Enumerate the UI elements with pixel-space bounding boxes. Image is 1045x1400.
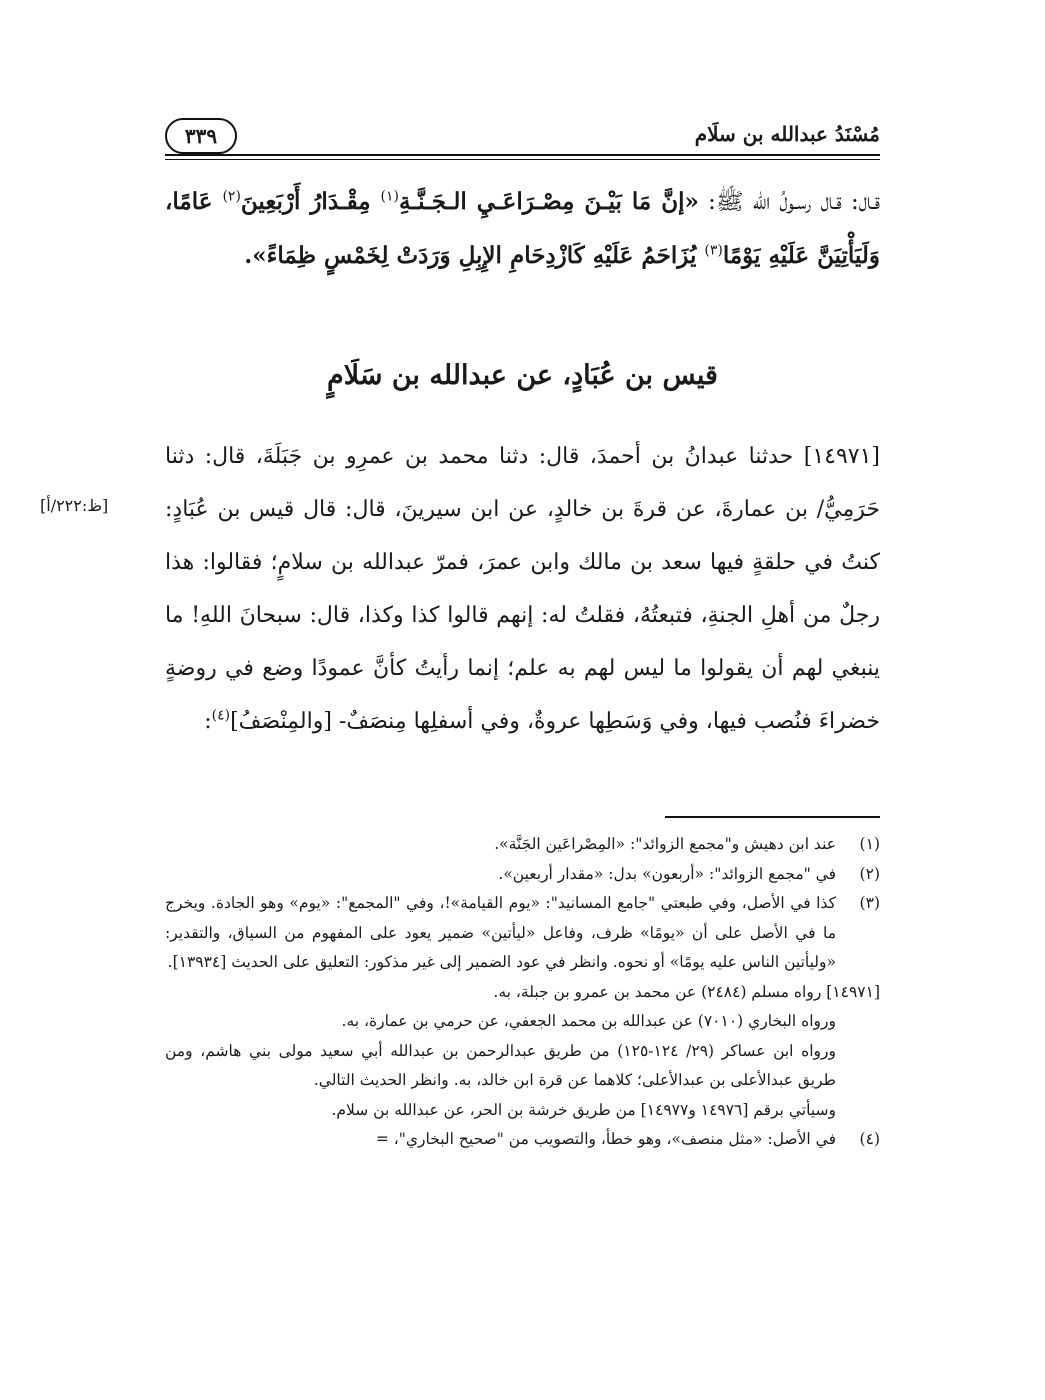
hadith-tail: : [204, 709, 212, 734]
hadith-intro: قـال: قـال رسـولُ الله ﷺ: [698, 189, 880, 215]
footnote-number: (٣) [859, 894, 880, 912]
hadith-continuation [165, 175, 880, 283]
footnote-item [165, 889, 880, 978]
hadith-quote-part1: «إنَّ مَا بَيْـنَ مِصْـرَاعَـيِ الـجَـنَّـةِ [399, 188, 699, 215]
footnote-number: (٢) [859, 864, 880, 883]
takhrij-line: ورواه ابن عساكر (٢٩/ ١٢٤-١٢٥) من طريق عبدالرحمن بن عبدالله أبي سعيد مولى بني هاشم، ومن طريق عبدالأعلى بن عبدالأعلى؛ كلاهما عن قرة ابن خالد، به. وانظر الحديث التالي. [165, 1041, 836, 1089]
footnote-text: كذا في الأصل، وفي طبعتي "جامع المسانيد": «يوم القيامة»!، وفي "المجمع": «يوم» وهو الجادة. ويخرج ما في الأصل على أن «يومًا» ظرف، وفاعل «ليأتين» ضمير يعود على المفهوم من السياق، والتقدير: «وليأتين الناس عليه يومًا» أو نحوه. وانظر في عود الضمير إلى غير مذكور: التعليق على الحديث [١٣٩٣٤]. [165, 894, 836, 971]
hadith-quote-part3: عَامًا، وَلَيَأْتِيَنَّ عَلَيْهِ يَوْمًا [165, 188, 880, 269]
hadith-main-text [165, 430, 880, 748]
footnote-number: (٤) [859, 1130, 880, 1148]
takhrij-heading-line: [١٤٩٧١] رواه مسلم (٢٤٨٤) عن محمد بن عمرو بن جبلة، به. [493, 982, 880, 1001]
page-number: ٣٣٩ [165, 118, 237, 154]
header-rule [165, 154, 880, 156]
footnote-ref-4: (٤) [211, 707, 231, 724]
footnote-item [165, 1125, 880, 1155]
footnotes-section [165, 830, 880, 1155]
footnote-item [165, 860, 880, 890]
footnote-ref-3: (٣) [704, 242, 723, 259]
footnote-text: في "مجمع الزوائد": «أربعون» بدل: «مقدار أربعين». [498, 864, 836, 883]
footnote-text: عند ابن دهيش و"مجمع الزوائد": «المِصْراعَين الجَنَّة». [494, 835, 836, 853]
takhrij-line: ورواه البخاري (٧٠١٠) عن عبدالله بن محمد الجعفي، عن حرمي بن عمارة، به. [341, 1012, 836, 1030]
footnote-item [165, 830, 880, 860]
footnote-number: (١) [859, 835, 880, 853]
hadith-body: [١٤٩٧١] حدثنا عبدانُ بن أحمدَ، قال: دثنا محمد بن عمرِو بن جَبَلَةَ، قال: دثنا حَرَمِيُّ/ بن عمارةَ، عن قرةَ بن خالدٍ، عن ابن سيرينَ، قال: قال قيس بن عُبَادٍ: كنتُ في حلقةٍ فيها سعد بن مالك وابن عمرَ، فمرّ عبدالله بن سلامٍ؛ فقالوا: هذا رجلٌ من أهلِ الجنةِ، فتبعتُهُ، فقلتُ له: إنهم قالوا كذا وكذا، قال: سبحانَ اللهِ! ما ينبغي لهم أن يقولوا ما ليس لهم به علم؛ إنما رأيتُ كأنَّ عمودًا وضع في روضةٍ خضراءَ فنُصب فيها، وفي وَسَطِها عروةٌ، وفي أسفلِها مِنصَفٌ- [والمِنْصَفُ] [165, 444, 880, 734]
footnote-text: في الأصل: «مثل منصف»، وهو خطأ، والتصويب من "صحيح البخاري"، = [375, 1130, 836, 1148]
footnote-separator [665, 816, 880, 818]
hadith-quote-part2: مِقْـدَارُ أَرْبَعِينَ [240, 188, 381, 215]
footnote-ref-1: (١) [380, 188, 400, 205]
takhrij-line: وسيأتي برقم [١٤٩٧٦ و١٤٩٧٧] من طريق خرشة بن الحر، عن عبدالله بن سلام. [331, 1100, 836, 1119]
section-heading: قيس بن عُبَادٍ، عن عبدالله بن سَلَامٍ [327, 360, 718, 391]
footnote-ref-2: (٢) [222, 188, 241, 205]
hadith-quote-part4: يُزَاحَمُ عَلَيْهِ كَازْدِحَامِ الإِبِلِ وَرَدَتْ لِخَمْسٍ ظِمَاءً». [244, 242, 705, 269]
running-header-title: مُسْنَدُ عبدالله بن سلَام [694, 122, 880, 146]
manuscript-margin-note: [ظ:٢٢٢/أ] [40, 496, 109, 515]
